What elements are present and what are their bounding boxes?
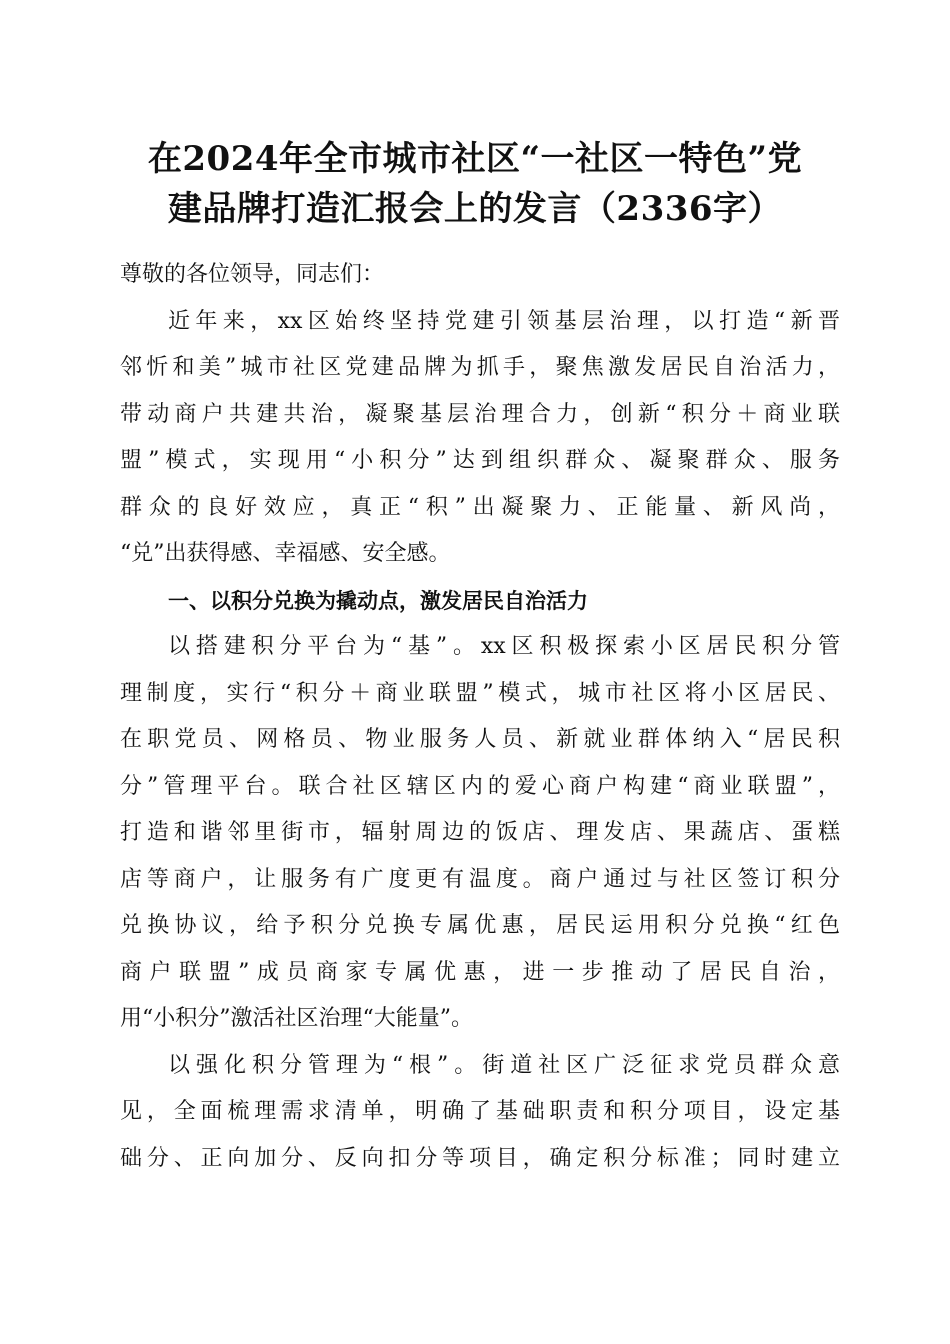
paragraph-intro [120, 299, 840, 578]
paragraph-points-management [120, 1043, 840, 1183]
paragraph-line: 邻忻和美”城市社区党建品牌为抓手，聚焦激发居民自治活力， [120, 355, 840, 380]
paragraph-line: 用“小积分”激活社区治理“大能量”。 [120, 1006, 473, 1031]
paragraph-line: 础分、正向加分、反向扣分等项目，确定积分标准；同时建立 [120, 1145, 840, 1171]
section-heading-1: 一、以积分兑换为撬动点，激发居民自治活力 [168, 588, 588, 613]
document-title [100, 134, 850, 234]
title-line-1: 在2024年全市城市社区“一社区一特色”党 [147, 139, 803, 179]
paragraph-line: 店等商户，让服务有广度更有温度。商户通过与社区签订积分 [120, 866, 840, 892]
paragraph-line: 分”管理平台。联合社区辖区内的爱心商户构建“商业联盟”， [120, 773, 840, 799]
salutation: 尊敬的各位领导，同志们： [120, 262, 385, 287]
paragraph-line: 商户联盟”成员商家专属优惠，进一步推动了居民自治， [120, 959, 840, 985]
document-body [120, 252, 840, 1182]
paragraph-line: 近年来，xx区始终坚持党建引领基层治理，以打造“新晋 [168, 308, 840, 334]
paragraph-line: 群众的良好效应，真正“积”出凝聚力、正能量、新风尚， [120, 494, 840, 520]
paragraph-line: 兑换协议，给予积分兑换专属优惠，居民运用积分兑换“红色 [120, 913, 840, 938]
paragraph-line: 见，全面梳理需求清单，明确了基础职责和积分项目，设定基 [120, 1099, 840, 1124]
paragraph-line: 理制度，实行“积分＋商业联盟”模式，城市社区将小区居民、 [120, 680, 840, 706]
paragraph-line: 盟”模式，实现用“小积分”达到组织群众、凝聚群众、服务 [120, 448, 840, 473]
paragraph-points-platform [120, 624, 840, 1043]
paragraph-line: “兑”出获得感、幸福感、安全感。 [120, 541, 451, 566]
paragraph-line: 带动商户共建共治，凝聚基层治理合力，创新“积分＋商业联 [120, 401, 840, 427]
title-line-2: 建品牌打造汇报会上的发言（2336字） [167, 189, 783, 229]
paragraph-line: 以搭建积分平台为“基”。xx区积极探索小区居民积分管 [168, 634, 840, 659]
paragraph-line: 打造和谐邻里街市，辐射周边的饭店、理发店、果蔬店、蛋糕 [120, 820, 840, 845]
paragraph-line: 在职党员、网格员、物业服务人员、新就业群体纳入“居民积 [120, 727, 840, 752]
paragraph-line: 以强化积分管理为“根”。街道社区广泛征求党员群众意 [168, 1052, 840, 1078]
